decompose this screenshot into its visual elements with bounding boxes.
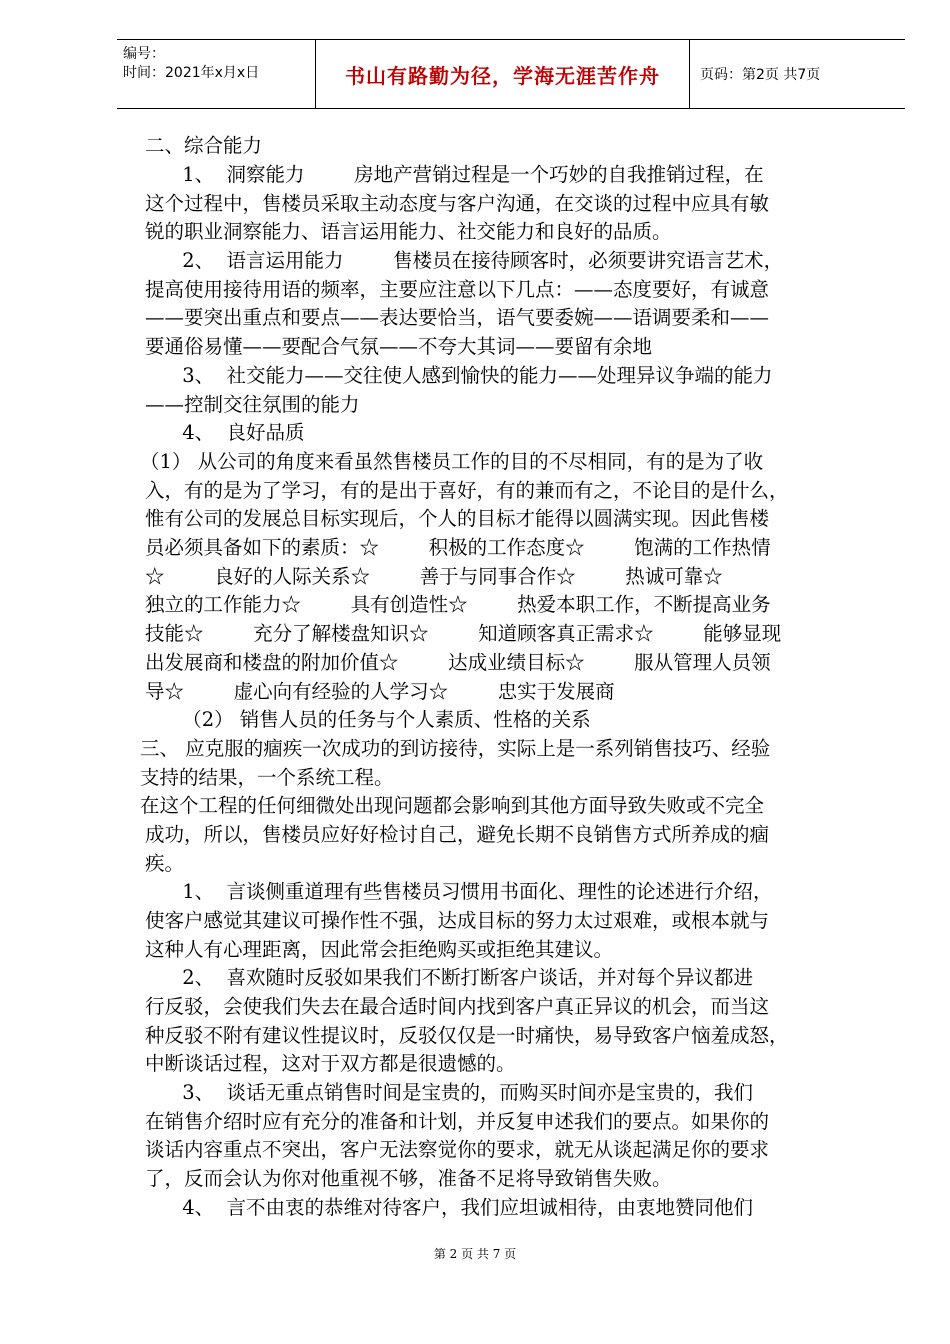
text-line: 员必须具备如下的素质：☆ 积极的工作态度☆ 饱满的工作热情: [145, 536, 771, 559]
text-line: 3、 社交能力——交往使人感到愉快的能力——处理异议争端的能力: [145, 364, 773, 387]
text-line: 独立的工作能力☆ 具有创造性☆ 热爱本职工作，不断提高业务: [145, 593, 771, 616]
text-line: （1） 从公司的角度来看虽然售楼员工作的目的不尽相同，有的是为了收: [140, 450, 764, 473]
text-line: 2、 语言运用能力 售楼员在接待顾客时，必须要讲究语言艺术，: [145, 249, 784, 272]
text-line: 1、 洞察能力 房地产营销过程是一个巧妙的自我推销过程，在: [145, 163, 764, 186]
text-line: 在销售介绍时应有充分的准备和计划，并反复申述我们的要点。如果你的: [145, 1110, 770, 1133]
text-line: 种反驳不附有建议性提议时，反驳仅仅是一时痛快，易导致客户恼羞成怒，: [145, 1024, 789, 1047]
text-line: 出发展商和楼盘的附加价值☆ 达成业绩目标☆ 服从管理人员领: [145, 651, 771, 674]
text-line: 导☆ 虚心向有经验的人学习☆ 忠实于发展商: [145, 680, 615, 703]
text-line: 使客户感觉其建议可操作性不强，达成目标的努力太过艰难，或根本就与: [145, 909, 770, 932]
header-motto: 书山有路勤为径，学海无涯苦作舟: [316, 40, 690, 108]
text-line: 4、 良好品质: [145, 421, 305, 444]
text-line: 3、 谈话无重点销售时间是宝贵的，而购买时间亦是宝贵的，我们: [145, 1081, 753, 1104]
text-line: 疾。: [145, 852, 185, 875]
text-line: 这个过程中，售楼员采取主动态度与客户沟通，在交谈的过程中应具有敏: [145, 192, 770, 215]
text-line: ——控制交往氛围的能力: [145, 393, 360, 416]
text-line: 成功，所以，售楼员应好好检讨自己，避免长期不良销售方式所养成的痼: [145, 823, 770, 846]
text-line: 了，反而会认为你对他重视不够，准备不足将导致销售失败。: [145, 1167, 672, 1190]
text-line: 锐的职业洞察能力、语言运用能力、社交能力和良好的品质。: [145, 220, 672, 243]
text-line: ——要突出重点和要点——表达要恰当，语气要委婉——语调要柔和——: [145, 306, 770, 329]
page-footer: 第 2 页 共 7 页: [433, 1247, 517, 1261]
text-line: 入，有的是为了学习，有的是出于喜好，有的兼而有之，不论目的是什么，: [145, 479, 789, 502]
text-line: 技能☆ 充分了解楼盘知识☆ 知道顾客真正需求☆ 能够显现: [145, 622, 782, 645]
header-meta: [117, 40, 316, 108]
text-line: 二、综合能力: [145, 134, 263, 157]
text-line: 这种人有心理距离，因此常会拒绝购买或拒绝其建议。: [145, 938, 614, 961]
text-line: 中断谈话过程，这对于双方都是很遗憾的。: [145, 1052, 516, 1075]
text-line: 三、 应克服的痼疾一次成功的到访接待，实际上是一系列销售技巧、经验: [140, 737, 771, 760]
text-line: 惟有公司的发展总目标实现后，个人的目标才能得以圆满实现。因此售楼: [145, 507, 770, 530]
text-line: 提高使用接待用语的频率，主要应注意以下几点：——态度要好，有诚意: [145, 278, 770, 301]
text-line: 在这个工程的任何细微处出现问题都会影响到其他方面导致失败或不完全: [140, 794, 765, 817]
text-line: （2） 销售人员的任务与个人素质、性格的关系: [145, 708, 591, 731]
header-page-info: 页码：第2页 共7页: [700, 67, 821, 83]
text-line: 4、 言不由衷的恭维对待客户，我们应坦诚相待，由衷地赞同他们: [145, 1196, 753, 1219]
text-line: 1、 言谈侧重道理有些售楼员习惯用书面化、理性的论述进行介绍，: [145, 880, 773, 903]
text-line: 2、 喜欢随时反驳如果我们不断打断客户谈话，并对每个异议都进: [145, 966, 753, 989]
text-line: 谈话内容重点不突出，客户无法察觉你的要求，就无从谈起满足你的要求: [145, 1138, 770, 1161]
header-time-label: 时间：2021年x月x日: [123, 65, 260, 81]
page-header: [117, 39, 905, 109]
text-line: 行反驳，会使我们失去在最合适时间内找到客户真正异议的机会，而当这: [145, 995, 770, 1018]
text-line: ☆ 良好的人际关系☆ 善于与同事合作☆ 热诚可靠☆: [145, 565, 723, 588]
header-number-label: 编号：: [123, 46, 165, 62]
text-line: 支持的结果，一个系统工程。: [140, 766, 394, 789]
text-line: 要通俗易懂——要配合气氛——不夸大其词——要留有余地: [145, 335, 653, 358]
